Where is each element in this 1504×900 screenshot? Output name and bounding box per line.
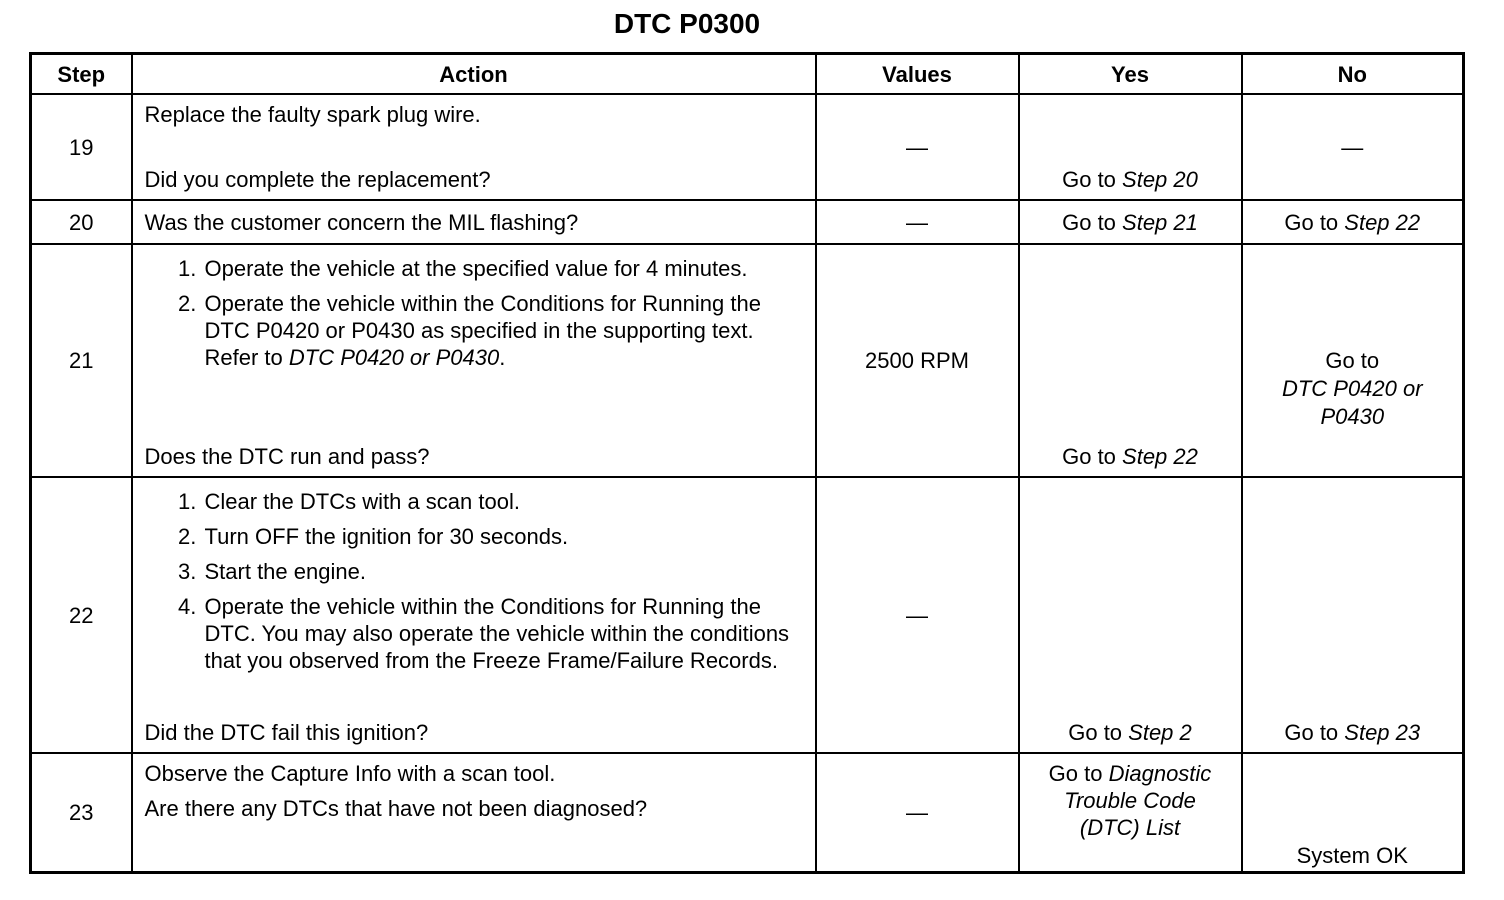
action-step: 2. Operate the vehicle within the Conditions for Running the DTC P0420 or P0430 as specified in the supporting text. Refer to DTC P0420 or P0430. — [203, 290, 805, 371]
values-cell: — — [816, 94, 1019, 200]
no-cell — [1242, 753, 1464, 873]
action-steps — [145, 255, 805, 379]
diagnostic-table — [29, 52, 1465, 874]
no-cell: Go to DTC P0420 or P0430 — [1242, 244, 1464, 477]
step-number: 23 — [31, 753, 132, 873]
header-row — [31, 54, 1464, 95]
table-row — [31, 200, 1464, 244]
action-question: Did you complete the replacement? — [144, 167, 491, 192]
yes-link: Step 22 — [1122, 444, 1198, 469]
action-step: 4. Operate the vehicle within the Conditions for Running the DTC. You may also operate the vehicle within the conditions that you observed from the Freeze Frame/Failure Records. — [203, 593, 805, 674]
table-row — [31, 753, 1464, 873]
yes-link: Step 21 — [1122, 209, 1198, 235]
header-yes: Yes — [1019, 54, 1242, 95]
yes-link: Step 2 — [1128, 720, 1192, 745]
table-row — [31, 477, 1464, 753]
no-link: DTC P0420 or P0430 — [1281, 375, 1423, 429]
action-cell — [132, 244, 816, 477]
no-cell: Go to Step 22 — [1242, 200, 1464, 244]
yes-cell: Go to Step 2 — [1019, 477, 1242, 753]
action-cell — [132, 200, 816, 244]
header-step: Step — [31, 54, 132, 95]
action-steps — [145, 488, 805, 682]
no-link: Step 23 — [1344, 720, 1421, 745]
table-row — [31, 94, 1464, 200]
yes-cell: Go to Step 22 — [1019, 244, 1242, 477]
action-question: Does the DTC run and pass? — [144, 444, 430, 469]
action-step: 1. Clear the DTCs with a scan tool. — [203, 488, 805, 515]
step-number: 19 — [31, 94, 132, 200]
system-ok-text: System OK — [1296, 843, 1408, 868]
yes-link: Diagnostic Trouble Code (DTC) List — [1064, 761, 1212, 840]
action-step: 2. Turn OFF the ignition for 30 seconds. — [203, 523, 805, 550]
no-cell: — — [1242, 94, 1464, 200]
header-values: Values — [816, 54, 1019, 95]
action-cell — [132, 477, 816, 753]
action-question: Did the DTC fail this ignition? — [144, 720, 429, 745]
action-step: 3. Start the engine. — [203, 558, 805, 585]
action-question: Was the customer concern the MIL flashing? — [144, 209, 579, 235]
values-cell: — — [816, 753, 1019, 873]
action-cell — [132, 94, 816, 200]
yes-cell: Go to Step 21 — [1019, 200, 1242, 244]
action-text: Replace the faulty spark plug wire. — [144, 102, 481, 127]
no-cell: Go to Step 23 — [1242, 477, 1464, 753]
step-number: 21 — [31, 244, 132, 477]
step-number: 20 — [31, 200, 132, 244]
values-cell: 2500 RPM — [816, 244, 1019, 477]
header-no: No — [1242, 54, 1464, 95]
action-question: Are there any DTCs that have not been diagnosed? — [144, 796, 648, 821]
yes-link: Step 20 — [1122, 167, 1198, 192]
table-row — [31, 244, 1464, 477]
reference-link: DTC P0420 or P0430 — [288, 345, 500, 370]
page-title: DTC P0300 — [613, 8, 761, 39]
action-text: Observe the Capture Info with a scan tool. — [144, 761, 556, 786]
yes-cell: Go to Step 20 — [1019, 94, 1242, 200]
yes-cell: Go to Diagnostic Trouble Code (DTC) List — [1019, 753, 1242, 873]
values-cell: — — [816, 200, 1019, 244]
no-link: Step 22 — [1344, 209, 1421, 235]
step-number: 22 — [31, 477, 132, 753]
header-action: Action — [132, 54, 816, 95]
action-step: 1. Operate the vehicle at the specified value for 4 minutes. — [203, 255, 805, 282]
values-cell: — — [816, 477, 1019, 753]
action-cell — [132, 753, 816, 873]
